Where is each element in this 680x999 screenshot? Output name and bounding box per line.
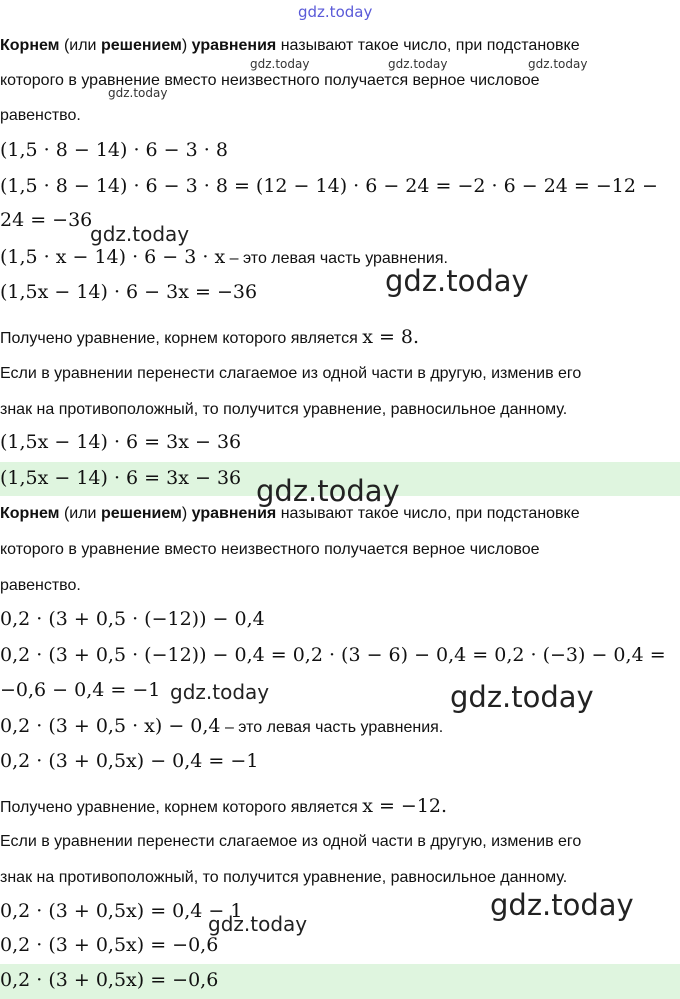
- watermark: gdz.today: [528, 57, 588, 71]
- left-side-line: 0,2 · (3 + 0,5 · x) − 0,4 – это левая часть уравнения.: [0, 715, 444, 737]
- term-solution: решением: [100, 37, 182, 54]
- watermark-header: gdz.today: [298, 3, 373, 21]
- left-side-line: (1,5 · x − 14) · 6 − 3 · x – это левая часть уравнения.: [0, 246, 448, 268]
- definition-line-3: равенство.: [0, 577, 81, 594]
- watermark: gdz.today: [388, 57, 448, 71]
- watermark: gdz.today: [170, 680, 270, 704]
- watermark: gdz.today: [250, 57, 310, 71]
- answer-equation: (1,5x − 14) · 6 = 3x − 36: [0, 467, 242, 489]
- transfer-rule-line-2: знак на противоположный, то получится уравнение, равносильное данному.: [0, 869, 568, 886]
- expression-calc-line-1: 0,2 · (3 + 0,5 · (−12)) − 0,4 = 0,2 · (3 − 6) − 0,4 = 0,2 · (−3) − 0,4 =: [0, 644, 666, 666]
- term-root: Корнем: [0, 505, 60, 522]
- equation: (1,5x − 14) · 6 − 3x = −36: [0, 281, 258, 303]
- transfer-rule-line-1: Если в уравнении перенести слагаемое из одной части в другую, изменив его: [0, 365, 582, 382]
- watermark: gdz.today: [450, 680, 594, 714]
- equivalent-equation: (1,5x − 14) · 6 = 3x − 36: [0, 431, 242, 453]
- definition-line-1: Корнем (или решением) уравнения называют такое число, при подстановке: [0, 505, 580, 522]
- definition-line-2: которого в уравнение вместо неизвестного получается верное числовое: [0, 72, 540, 89]
- watermark: gdz.today: [90, 222, 190, 246]
- left-side-expression: 0,2 · (3 + 0,5 · x) − 0,4: [0, 715, 221, 737]
- term-root: Корнем: [0, 37, 60, 54]
- root-value: x = −12.: [362, 795, 448, 817]
- expression-substitute: 0,2 · (3 + 0,5 · (−12)) − 0,4: [0, 608, 265, 630]
- watermark: gdz.today: [108, 86, 168, 100]
- root-line: Получено уравнение, корнем которого является x = −12.: [0, 795, 448, 817]
- definition-line-1: Корнем (или решением) уравнения называют такое число, при подстановке: [0, 37, 580, 54]
- transfer-rule-line-2: знак на противоположный, то получится уравнение, равносильное данному.: [0, 401, 568, 418]
- term-equation: уравнения: [191, 37, 277, 54]
- term-equation: уравнения: [191, 505, 277, 522]
- answer-equation: 0,2 · (3 + 0,5x) = −0,6: [0, 969, 219, 991]
- term-solution: решением: [100, 505, 182, 522]
- equivalent-equation-2: 0,2 · (3 + 0,5x) = −0,6: [0, 934, 219, 956]
- watermark: gdz.today: [208, 912, 308, 936]
- transfer-rule-line-1: Если в уравнении перенести слагаемое из одной части в другую, изменив его: [0, 833, 582, 850]
- expression-substitute: (1,5 · 8 − 14) · 6 − 3 · 8: [0, 139, 228, 161]
- watermark: gdz.today: [256, 474, 400, 508]
- equivalent-equation-1: 0,2 · (3 + 0,5x) = 0,4 − 1: [0, 900, 243, 922]
- expression-calc-line-1: (1,5 · 8 − 14) · 6 − 3 · 8 = (12 − 14) · 6 − 24 = −2 · 6 − 24 = −12 −: [0, 175, 658, 197]
- expression-calc-line-2: −0,6 − 0,4 = −1: [0, 679, 161, 701]
- definition-line-3: равенство.: [0, 107, 81, 124]
- expression-calc-line-2: 24 = −36: [0, 209, 93, 231]
- watermark: gdz.today: [385, 264, 529, 298]
- left-side-expression: (1,5 · x − 14) · 6 − 3 · x: [0, 246, 226, 268]
- root-line: Получено уравнение, корнем которого является x = 8.: [0, 326, 420, 348]
- watermark: gdz.today: [490, 888, 634, 922]
- root-value: x = 8.: [362, 326, 420, 348]
- definition-line-2: которого в уравнение вместо неизвестного получается верное числовое: [0, 541, 540, 558]
- equation: 0,2 · (3 + 0,5x) − 0,4 = −1: [0, 750, 259, 772]
